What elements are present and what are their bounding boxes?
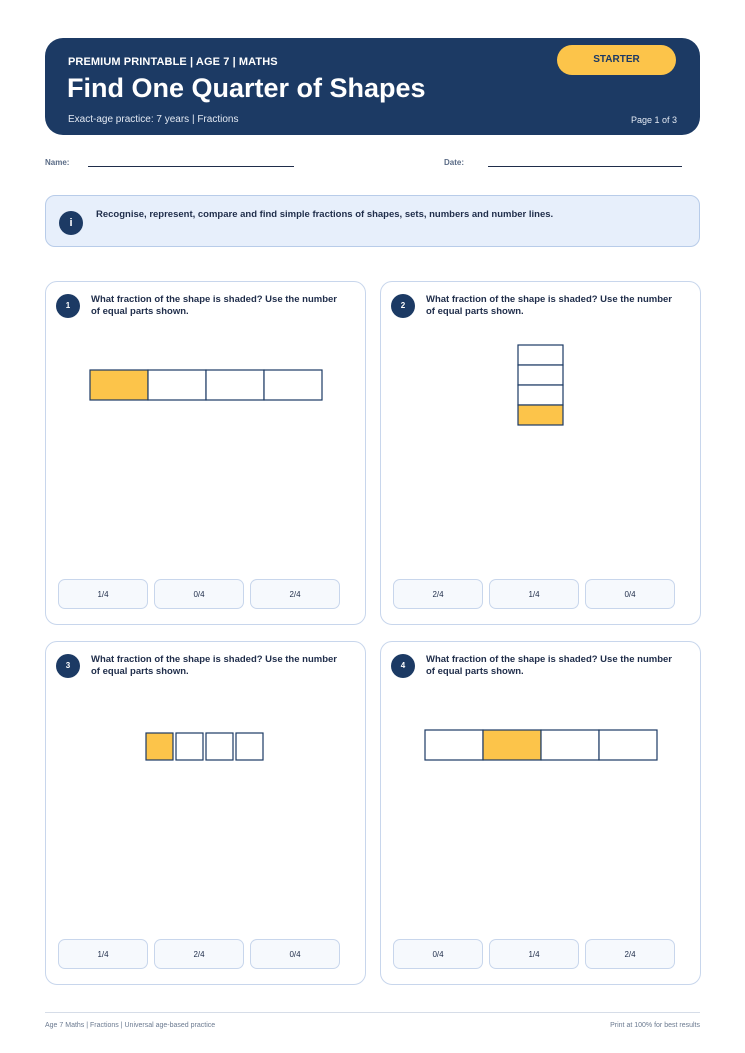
page-title: Find One Quarter of Shapes (67, 73, 426, 103)
question-text: What fraction of the shape is shaded? Use the number of equal parts shown. (91, 654, 337, 677)
question-text: What fraction of the shape is shaded? Use the number of equal parts shown. (91, 294, 337, 317)
shape-part (518, 365, 563, 385)
date-field[interactable] (488, 166, 682, 167)
shape-part-shaded (518, 405, 563, 425)
header-kicker: PREMIUM PRINTABLE | AGE 7 | MATHS (68, 56, 278, 68)
answer-option[interactable]: 0/4 (585, 579, 675, 609)
shape-part (148, 370, 206, 400)
answer-option[interactable]: 0/4 (250, 939, 340, 969)
shape-part (541, 730, 599, 760)
header-subtitle: Exact-age practice: 7 years | Fractions (68, 114, 239, 125)
worksheet-header (45, 38, 700, 135)
shape-part-shaded (483, 730, 541, 760)
shape-part (425, 730, 483, 760)
answer-option[interactable]: 0/4 (154, 579, 244, 609)
question-card-1 (45, 281, 366, 625)
answer-option[interactable]: 1/4 (58, 579, 148, 609)
page-indicator: Page 1 of 3 (630, 115, 677, 125)
shape-part (518, 345, 563, 365)
level-badge: STARTER (557, 45, 676, 75)
answer-option[interactable]: 1/4 (58, 939, 148, 969)
answer-option[interactable]: 2/4 (393, 579, 483, 609)
fraction-shape (46, 642, 367, 986)
shape-part (206, 733, 233, 760)
question-card-2 (380, 281, 701, 625)
name-label: Name: (45, 158, 70, 167)
shape-part (236, 733, 263, 760)
answer-option[interactable]: 2/4 (154, 939, 244, 969)
answer-option[interactable]: 1/4 (489, 939, 579, 969)
date-label: Date: (444, 158, 465, 167)
question-text: What fraction of the shape is shaded? Use the number of equal parts shown. (426, 294, 672, 317)
question-card-3 (45, 641, 366, 985)
answer-option[interactable]: 1/4 (489, 579, 579, 609)
name-field[interactable] (88, 166, 294, 167)
question-number: 4 (391, 654, 415, 678)
fraction-shape (381, 282, 702, 626)
shape-part (264, 370, 322, 400)
info-icon: i (59, 211, 83, 235)
shape-part (206, 370, 264, 400)
fraction-shape (381, 642, 702, 986)
footer-left-text: Age 7 Maths | Fractions | Universal age-based practice (45, 1022, 216, 1029)
info-banner (45, 195, 700, 247)
footer-divider (45, 1012, 700, 1013)
shape-part-shaded (146, 733, 173, 760)
answer-option[interactable]: 2/4 (250, 579, 340, 609)
answer-option[interactable]: 0/4 (393, 939, 483, 969)
question-text: What fraction of the shape is shaded? Use the number of equal parts shown. (426, 654, 672, 677)
fraction-shape (46, 282, 367, 626)
question-number: 2 (391, 294, 415, 318)
footer-right-text: Print at 100% for best results (610, 1022, 700, 1029)
answer-option[interactable]: 2/4 (585, 939, 675, 969)
shape-part-shaded (90, 370, 148, 400)
question-card-4 (380, 641, 701, 985)
info-text: Recognise, represent, compare and find simple fractions of shapes, sets, numbers and number lines. (96, 209, 554, 220)
shape-part (176, 733, 203, 760)
question-number: 3 (56, 654, 80, 678)
question-number: 1 (56, 294, 80, 318)
shape-part (599, 730, 657, 760)
shape-part (518, 385, 563, 405)
